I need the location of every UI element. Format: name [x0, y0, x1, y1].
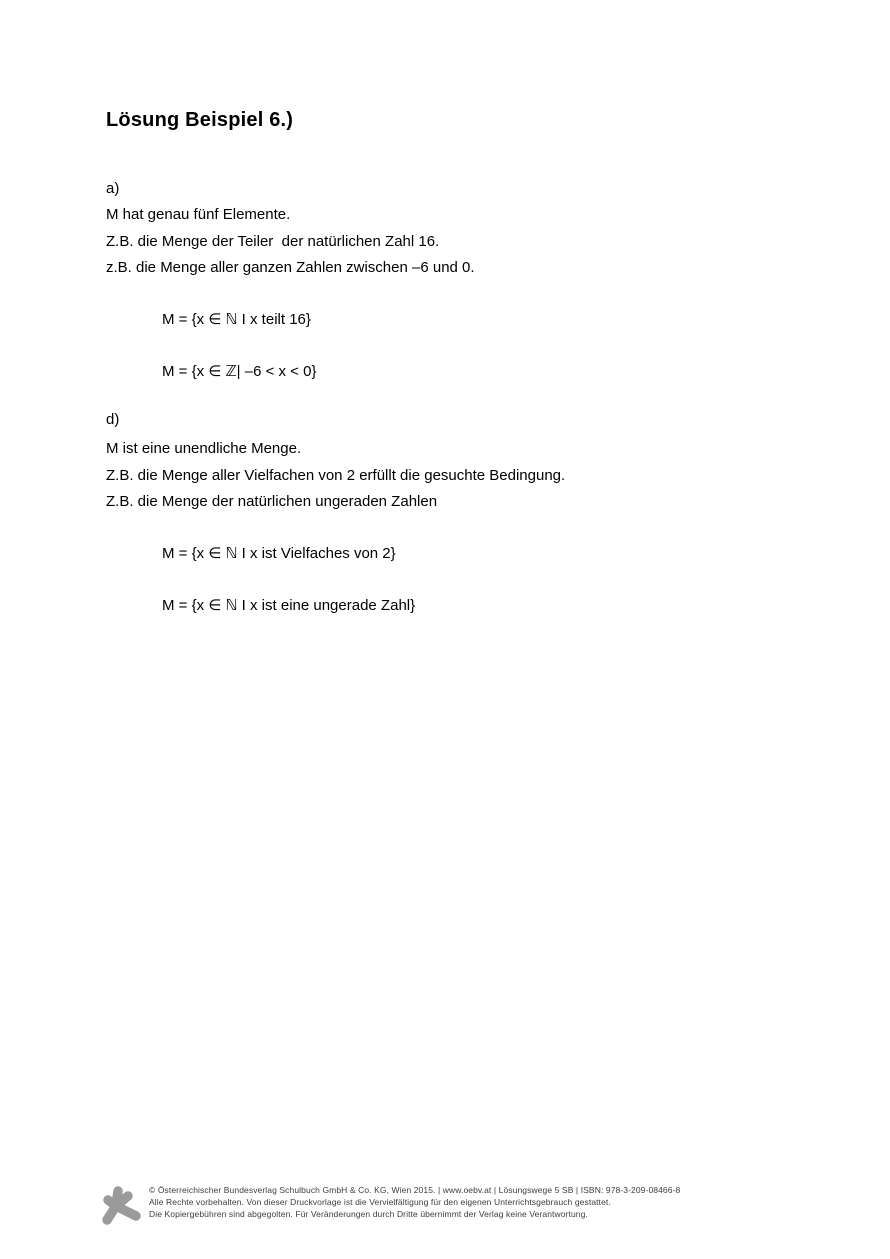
- section-d-text-line: Z.B. die Menge der natürlichen ungeraden Zahlen: [106, 493, 438, 510]
- section-a-text-line: M hat genau fünf Elemente.: [106, 206, 291, 223]
- footer-imprint-text: [149, 1182, 680, 1220]
- section-d-label: d): [106, 411, 120, 428]
- section-d-text-line: Z.B. die Menge aller Vielfachen von 2 erfüllt die gesuchte Bedingung.: [106, 467, 566, 484]
- footer-rights-line: Alle Rechte vorbehalten. Von dieser Druckvorlage ist die Vervielfältigung für den eigenen Unterrichtsgebrauch gestattet.: [149, 1197, 611, 1207]
- footer-copyright-line: © Österreichischer Bundesverlag Schulbuch GmbH & Co. KG, Wien 2015. | www.oebv.at | Lösungswege 5 SB | ISBN: 978-3-209-08466-8: [149, 1185, 681, 1195]
- section-d-text-line: M ist eine unendliche Menge.: [106, 440, 302, 457]
- section-d-set-notation-formula: M = {x ∈ ℕ I x ist Vielfaches von 2}: [162, 545, 396, 562]
- section-a-set-notation-formula: M = {x ∈ ℕ I x teilt 16}: [162, 311, 311, 328]
- section-a-set-notation-formula: M = {x ∈ ℤ| –6 < x < 0}: [162, 363, 317, 380]
- section-a-text-line: Z.B. die Menge der Teiler der natürlichen Zahl 16.: [106, 233, 440, 250]
- section-d-set-notation-formula: M = {x ∈ ℕ I x ist eine ungerade Zahl}: [162, 597, 416, 614]
- footer-liability-line: Die Kopiergebühren sind abgegolten. Für Veränderungen durch Dritte übernimmt der Verlag keine Verantwortung.: [149, 1209, 588, 1219]
- section-a-text-line: z.B. die Menge aller ganzen Zahlen zwischen –6 und 0.: [106, 259, 475, 276]
- section-a-label: a): [106, 180, 120, 197]
- page-footer: [98, 1182, 680, 1228]
- page-title: Lösung Beispiel 6.): [106, 109, 294, 131]
- oebv-asterisk-logo-icon: [98, 1184, 142, 1228]
